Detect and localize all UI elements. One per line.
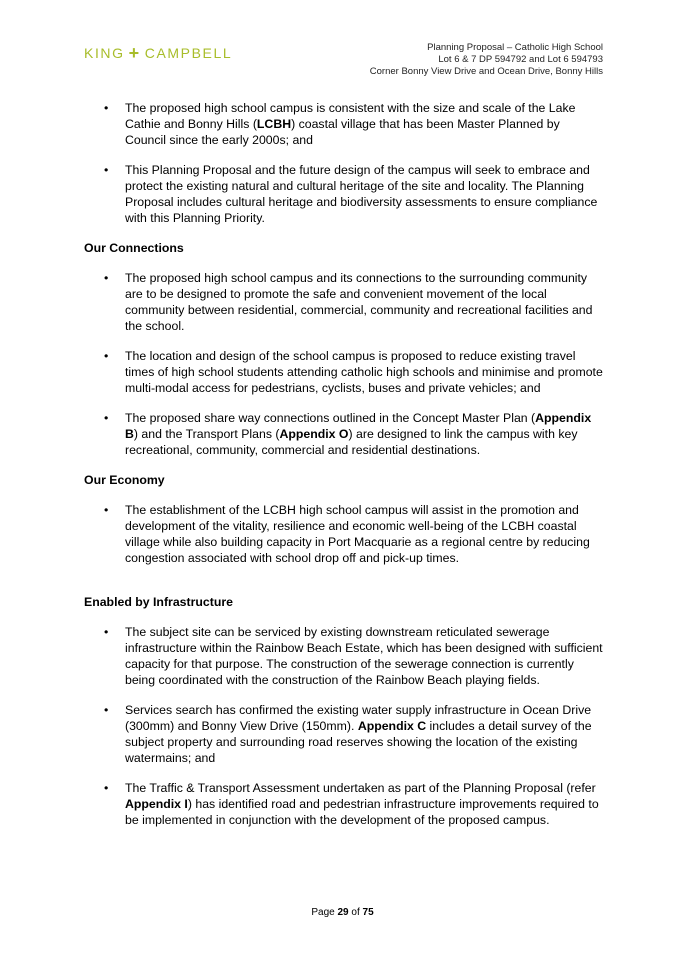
company-logo: [84, 42, 232, 63]
bullet-icon: •: [104, 349, 109, 363]
bullet-paragraph: • The location and design of the school campus is proposed to reduce existing travel times of high school students attending catholic high schools and minimise and promote multi-modal access for pedestrians, cyclists, buses and private vehicles; and: [104, 349, 603, 395]
section-heading-connections: Our Connections: [84, 241, 184, 255]
bullet-paragraph: • The proposed high school campus and its connections to the surrounding community are to be designed to promote the safe and convenient movement of the local community between residential, commercial, community and recreational facilities and the school.: [104, 271, 593, 333]
bullet-paragraph: • The proposed share way connections outlined in the Concept Master Plan (Appendix B) and the Transport Plans (Appendix O) are designed to link the campus with key recreational, community, commercial and residential destinations.: [104, 411, 592, 457]
bullet-paragraph: • The proposed high school campus is consistent with the size and scale of the Lake Cathie and Bonny Hills (LCBH) coastal village that has been Master Planned by Council since the early 2000s; and: [104, 101, 576, 147]
bullet-icon: •: [104, 703, 109, 717]
document-header: [370, 42, 603, 78]
bullet-paragraph: • This Planning Proposal and the future design of the campus will seek to embrace and protect the existing natural and cultural heritage of the site and locality. The Planning Proposal includes cultural heritage and biodiversity assessments to ensure compliance with this Planning Priority.: [104, 163, 598, 225]
bullet-icon: •: [104, 271, 109, 285]
header-line-3: Corner Bonny View Drive and Ocean Drive, Bonny Hills: [369, 66, 603, 77]
page-content: [84, 100, 604, 842]
bullet-icon: •: [104, 781, 109, 795]
section-heading-economy: Our Economy: [84, 473, 165, 487]
bullet-paragraph: • The establishment of the LCBH high school campus will assist in the promotion and development of the vitality, resilience and economic well-being of the LCBH coastal village while also building capacity in Port Macquarie as a regional centre by reducing congestion associated with school drop off and pick-up times.: [104, 503, 590, 565]
bullet-paragraph: • The Traffic & Transport Assessment undertaken as part of the Planning Proposal (refer Appendix I) has identified road and pedestrian infrastructure improvements required to be implemented in conjunction with the development of the proposed campus.: [104, 781, 599, 827]
logo-plus: +: [128, 43, 141, 63]
section-heading-infrastructure: Enabled by Infrastructure: [84, 595, 233, 609]
bullet-icon: •: [104, 101, 109, 115]
bullet-paragraph: • The subject site can be serviced by existing downstream reticulated sewerage infrastructure within the Rainbow Beach Estate, which has been designed with sufficient capacity for that purpose. The construction of the sewerage connection is currently being coordinated with the construction of the Rainbow Beach playing fields.: [104, 625, 603, 687]
bullet-paragraph: • Services search has confirmed the existing water supply infrastructure in Ocean Drive (300mm) and Bonny View Drive (150mm). Appendix C includes a detail survey of the subject property and surrounding road reserves showing the location of the existing watermains; and: [104, 703, 592, 765]
header-line-2: Lot 6 & 7 DP 594792 and Lot 6 594793: [438, 54, 603, 65]
header-line-1: Planning Proposal – Catholic High School: [427, 42, 603, 53]
page-number: Page 29 of 75: [311, 907, 374, 918]
logo-text-king: KING: [84, 45, 125, 61]
bullet-icon: •: [104, 411, 109, 425]
bullet-icon: •: [104, 625, 109, 639]
logo-text-campbell: CAMPBELL: [144, 45, 233, 61]
bullet-icon: •: [104, 163, 109, 177]
bullet-icon: •: [104, 503, 109, 517]
